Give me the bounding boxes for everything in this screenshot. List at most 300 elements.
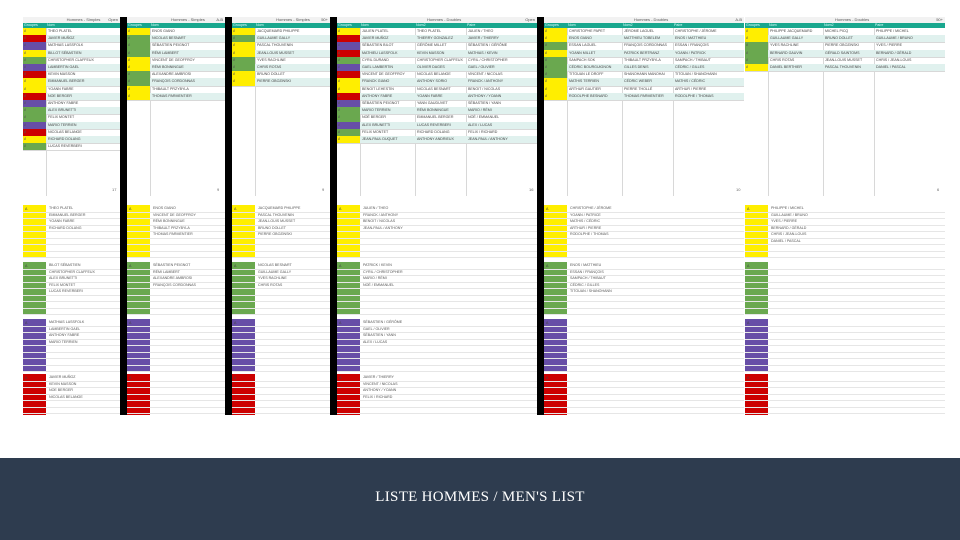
group-row <box>337 413 537 415</box>
group-letter: A <box>746 36 749 41</box>
table-cell: JEAN-PAUL DUQUET <box>362 137 398 141</box>
table-cell: SAMPACH / THIBAUT <box>675 57 711 62</box>
row-count: 9 <box>322 187 325 192</box>
group-color-cell <box>232 35 255 42</box>
table-cell: GILLES DENIS <box>624 65 649 69</box>
table-cell: MATTHIEU TOBELEM <box>624 36 661 41</box>
group-letter: A <box>339 376 342 380</box>
group-letter: A <box>24 50 27 55</box>
group-member: JULIEN / THEO <box>363 206 389 210</box>
table-cell: SAMPACH SOK <box>569 57 596 62</box>
column-header: Groupes <box>545 22 559 27</box>
group-color-cell <box>232 64 255 71</box>
group-member: THOMAS PARMENTIER <box>153 232 193 236</box>
table-cell: ENOS GIANO <box>152 29 175 33</box>
row-count: 10 <box>736 187 741 192</box>
group-color-cell <box>544 28 567 35</box>
table-cell: JULIEN PLATEL <box>362 29 389 33</box>
table-cell: SÉBASTIEN / GÉRÔME <box>468 43 508 48</box>
group-letter: A <box>24 43 27 48</box>
group-letter: A <box>338 129 341 134</box>
group-row <box>23 308 120 316</box>
table-cell: THEO PLATEL <box>48 29 73 33</box>
group-letter: A <box>545 57 548 62</box>
table-cell: JEAN-LOUIS MUSSET <box>257 50 295 55</box>
group-color-cell <box>337 71 360 78</box>
group-row <box>232 413 330 415</box>
column-divider <box>330 17 337 415</box>
table-cell: SÉBASTIEN PEIGNOT <box>152 43 190 48</box>
group-member: TITOUAN / SHANOHANN <box>570 289 612 293</box>
group-member: PHILIPPE / MICHEL <box>771 206 804 210</box>
group-row <box>745 413 945 415</box>
group-color-cell <box>232 71 255 78</box>
group-color-cell <box>127 64 150 71</box>
group-color-cell <box>544 71 567 78</box>
table-cell: FRANCK GIANO <box>362 79 390 84</box>
slide-title: LISTE HOMMES / MEN'S LIST <box>375 489 585 505</box>
group-letter: A <box>128 29 131 33</box>
group-member: BENOIT / NICOLAS <box>363 219 396 223</box>
group-letter: A <box>25 207 28 211</box>
group-letter: A <box>746 50 749 55</box>
group-letter: A <box>545 50 548 55</box>
group-member: BERNARD / GÉRALD <box>771 225 807 230</box>
sheet-panel <box>232 17 330 415</box>
table-cell: EMMANUEL BERGER <box>48 79 85 84</box>
group-letter: A <box>24 122 27 127</box>
group-member: ANTHONY / YOANN <box>363 388 397 392</box>
group-letter: A <box>546 376 549 380</box>
group-member: NOÉ / EMMANUEL <box>363 282 395 287</box>
group-member: VINCENT / NICOLAS <box>363 381 398 386</box>
group-letter: A <box>338 93 341 98</box>
table-cell: LUCAS REVERBERI <box>48 144 82 149</box>
panel-subtitle: A-B <box>735 17 742 22</box>
group-member: CÉDRIC / GILLES <box>570 282 600 287</box>
group-row <box>544 308 744 316</box>
group-member: PIERRE OBOZINSKI <box>258 232 292 236</box>
group-member: ESSAN / FRANÇOIS <box>570 269 604 274</box>
table-row[interactable] <box>745 64 945 72</box>
group-letter: A <box>233 43 236 48</box>
group-letter: A <box>25 376 28 380</box>
group-row <box>232 251 330 259</box>
group-member: FRANÇOIS CORDONNAS <box>153 282 196 287</box>
group-letter: A <box>338 115 341 120</box>
table-cell: NOÉ / EMMANUEL <box>468 115 500 120</box>
table-cell: YVES RACHLINE <box>770 43 799 48</box>
group-letter: A <box>546 264 549 268</box>
group-member: MARIO TERRIEN <box>49 339 78 344</box>
table-cell: OLIVIER DAGES <box>417 65 445 69</box>
group-member: THIBAULT PRZYBYLA <box>153 225 190 230</box>
group-letter: A <box>24 57 27 62</box>
group-member: PATRICK / KEVIN <box>363 263 392 267</box>
table-row[interactable] <box>23 143 120 151</box>
group-color-cell <box>544 50 567 57</box>
table-cell: SHANOHANN MANOHAI <box>624 72 665 77</box>
table-cell: THIERRY GONZALEZ <box>417 36 454 41</box>
table-cell: MICHEL PICQ <box>825 29 849 33</box>
group-letter: A <box>233 72 236 77</box>
group-member: NOE BERGER <box>49 388 73 392</box>
table-cell: CYRIL / CHRISTOPHER <box>468 57 508 62</box>
table-cell: TITOUAN LE DROFF <box>569 72 604 77</box>
column-header: Paire <box>674 22 683 27</box>
group-letter: A <box>339 321 342 325</box>
table-cell: JEAN-PAUL / ANTHONY <box>468 137 508 141</box>
table-cell: BERNARD GAUVIN <box>770 50 803 55</box>
group-member: BILOT SÉBASTIEN <box>49 263 81 267</box>
group-letter: A <box>233 57 236 62</box>
group-member: SÉBASTIEN / YANN <box>363 333 396 337</box>
group-letter: A <box>24 36 27 41</box>
table-cell: SÉBASTIEN PEIGNOT <box>362 101 400 105</box>
group-letter: A <box>234 376 237 380</box>
group-row <box>127 413 225 415</box>
table-cell: YANN GAUDUVET <box>417 101 448 105</box>
table-cell: GUILLAUME GALLY <box>257 36 291 41</box>
group-member: JACQUEMARD PHILIPPE <box>258 206 301 210</box>
group-letter: A <box>128 50 131 55</box>
group-color-cell <box>232 50 255 57</box>
group-row <box>544 365 744 373</box>
group-color-cell <box>23 129 46 136</box>
table-cell: MATHIAS / KEVIN <box>468 50 498 55</box>
table-cell: CÉDRIC BOURGUIGNON <box>569 65 612 69</box>
group-letter: A <box>24 86 27 91</box>
column-header: Nom <box>769 22 777 27</box>
group-member: SAMPACH / THIBAUT <box>570 276 606 280</box>
table-cell: ANTHONY FABRE <box>362 93 393 98</box>
table-cell: YOANN / PATRICK <box>675 50 706 55</box>
table-cell: JAVIER MUÑOZ <box>362 36 389 41</box>
group-member: MATHIAS LASSFOLK <box>49 320 85 324</box>
group-row <box>127 365 225 373</box>
group-letter: A <box>128 65 131 69</box>
group-letter: A <box>545 93 548 98</box>
group-letter: A <box>128 36 131 41</box>
table-cell: THIBAULT PRZYBYLA <box>624 57 661 62</box>
group-letter: A <box>338 65 341 69</box>
table-cell: ANTHONY FABRE <box>48 101 79 105</box>
group-color-cell <box>337 100 360 107</box>
group-color-cell <box>232 78 255 85</box>
column-header: Groupes <box>128 22 142 27</box>
group-member: RÉMI LAMBERT <box>153 269 180 274</box>
group-color-cell <box>745 57 768 64</box>
group-letter: A <box>746 29 749 33</box>
group-color-cell <box>337 136 360 143</box>
group-color-cell <box>337 107 360 114</box>
table-row[interactable] <box>232 78 330 86</box>
table-cell: RODOLPHE / THOMAS <box>675 93 714 98</box>
table-cell: MARIO TERRIEN <box>362 108 391 113</box>
group-color-cell <box>127 93 150 100</box>
group-letter: A <box>545 72 548 77</box>
group-letter: A <box>546 321 549 325</box>
group-member: ALEX BRUNETTI <box>49 276 78 280</box>
group-member: JAVIER MUÑOZ <box>49 375 76 379</box>
group-row <box>23 251 120 259</box>
table-cell: RÉMI BONNINGUE <box>417 108 449 113</box>
table-cell: FELIX MONTET <box>362 129 389 134</box>
group-row <box>127 308 225 316</box>
table-cell: BERNARD / GÉRALD <box>876 50 912 55</box>
table-cell: CHRISTOPHER CLAFFEUX <box>417 57 463 62</box>
group-member: EMMANUEL BERGER <box>49 212 86 217</box>
row-count: 17 <box>112 187 117 192</box>
group-row <box>337 365 537 373</box>
group-color-cell <box>23 42 46 49</box>
table-cell: CHRIS ROTAS <box>770 57 795 62</box>
table-row[interactable] <box>127 93 225 101</box>
table-cell: YVES RACHLINE <box>257 57 286 62</box>
group-color-cell <box>127 28 150 35</box>
sheet-panel <box>544 17 744 415</box>
table-cell: PATRICK BERTRANZ <box>624 50 660 55</box>
table-cell: ENOS / MATTHIEU <box>675 36 707 41</box>
table-cell: CÉDRIC WEBER <box>624 79 652 84</box>
table-cell: PHILIPPE JACQUEMARD <box>770 29 813 33</box>
group-member: GUILLAUME / BRUNO <box>771 212 808 217</box>
group-member: NICOLAS BESNART <box>258 263 292 267</box>
group-color-cell <box>23 57 46 64</box>
table-cell: FRANCK / ANTHONY <box>468 79 504 84</box>
table-cell: PASCAL THOUVENIN <box>825 65 861 69</box>
group-letter: A <box>545 29 548 33</box>
table-cell: CHRIS / JEAN-LOUIS <box>876 57 912 62</box>
group-color-cell <box>232 42 255 49</box>
table-cell: ANTHONY ANDRIEUX <box>417 137 454 141</box>
group-color-cell <box>23 100 46 107</box>
group-letter: A <box>545 86 548 91</box>
table-cell: MATHIS / CÉDRIC <box>675 79 706 84</box>
group-letter: A <box>338 101 341 105</box>
column-header: Groupes <box>338 22 352 27</box>
group-letter: A <box>545 65 548 69</box>
group-color-cell <box>544 35 567 42</box>
table-cell: DANIEL / PASCAL <box>876 65 906 69</box>
group-letter: A <box>24 115 27 120</box>
column-header: Nom2 <box>824 22 834 27</box>
group-row <box>23 413 120 415</box>
group-member: ARTHUR / PIERRE <box>570 225 602 230</box>
table-cell: GUILLAUME / BRUNO <box>876 36 913 41</box>
group-color-cell <box>745 28 768 35</box>
group-letter: A <box>746 65 749 69</box>
table-cell: GÉRALD SAINTOMS <box>825 50 860 55</box>
group-letter: A <box>233 65 236 69</box>
group-letter: A <box>24 65 27 69</box>
group-member: ANTHONY FABRE <box>49 333 80 337</box>
group-letter: A <box>128 72 131 77</box>
panel-subtitle: Open <box>108 17 118 22</box>
table-cell: YVES / PIERRE <box>876 43 902 48</box>
column-header: Nom2 <box>623 22 633 27</box>
group-member: ENOS / MATTHIEU <box>570 263 602 267</box>
group-letter: A <box>128 86 131 91</box>
table-cell: PIERRE OBOZINSKI <box>257 79 291 84</box>
table-row[interactable] <box>544 93 744 101</box>
table-cell: FELIX MONTET <box>48 115 75 120</box>
table-cell: LAMBERTIN GAEL <box>48 65 80 69</box>
column-header: Groupes <box>746 22 760 27</box>
group-color-cell <box>232 57 255 64</box>
group-member: JEAN-PAUL / ANTHONY <box>363 225 403 230</box>
group-row <box>544 251 744 259</box>
group-member: DANIEL / PASCAL <box>771 238 801 243</box>
group-row <box>232 308 330 316</box>
table-cell: VINCENT / NICOLAS <box>468 72 503 77</box>
column-header: Nom <box>151 22 159 27</box>
group-letter: A <box>338 43 341 48</box>
table-cell: BENOIT / NICOLAS <box>468 86 501 91</box>
column-header: Nom <box>361 22 369 27</box>
group-member: SÉBASTIEN PEIGNOT <box>153 263 191 267</box>
group-letter: A <box>545 36 548 41</box>
group-letter: A <box>338 86 341 91</box>
group-letter: A <box>24 144 27 149</box>
group-color-cell <box>337 28 360 35</box>
group-member: KEVIN MASSON <box>49 381 77 386</box>
group-member: RODOLPHE / THOMAS <box>570 232 609 236</box>
table-cell: RODOLPHE BESNARD <box>569 93 608 98</box>
group-member: JAVIER / THIERRY <box>363 375 394 379</box>
table-cell: NOÉ BERGER <box>362 115 386 120</box>
group-letter: A <box>545 43 548 48</box>
table-cell: KEVIN MASSON <box>417 50 445 55</box>
table-cell: ARTHUR GAUTIER <box>569 86 601 91</box>
group-letter: A <box>128 79 131 84</box>
group-letter: A <box>747 376 750 380</box>
table-cell: BILLOT SÉBASTIEN <box>48 50 82 55</box>
table-cell: FELIX / RICHARD <box>468 129 498 134</box>
group-color-cell <box>544 86 567 93</box>
group-member: MATHIS / CÉDRIC <box>570 219 601 223</box>
group-color-cell <box>745 35 768 42</box>
table-cell: ANTHONY / YOANN <box>468 93 502 98</box>
group-color-cell <box>23 136 46 143</box>
group-row <box>337 308 537 316</box>
table-cell: MATHIEU LASSFOLK <box>362 50 398 55</box>
group-color-cell <box>337 86 360 93</box>
table-cell: PHILIPPE / MICHEL <box>876 29 909 33</box>
group-color-cell <box>23 122 46 129</box>
group-color-cell <box>745 42 768 49</box>
column-header: Groupes <box>233 22 247 27</box>
table-cell: GÉRÔME MILLET <box>417 43 447 48</box>
group-color-cell <box>337 64 360 71</box>
group-color-cell <box>544 93 567 100</box>
spreadsheet-screenshot <box>23 17 945 415</box>
group-member: SÉBASTIEN / GÉRÔME <box>363 320 403 324</box>
group-member: JEAN-LOUIS MUSSET <box>258 219 296 223</box>
row-count: 6 <box>937 187 940 192</box>
group-letter: A <box>233 36 236 41</box>
group-letter: A <box>339 207 342 211</box>
table-cell: CHRISTOPHE PAPET <box>569 29 606 33</box>
table-cell: ANTHONY SORIO <box>417 79 448 84</box>
group-letter: A <box>233 50 236 55</box>
table-cell: VINCENT DE GEOFFROY <box>362 72 405 77</box>
group-color-cell <box>23 50 46 57</box>
group-letter: A <box>128 57 131 62</box>
group-letter: A <box>24 101 27 105</box>
group-color-cell <box>23 114 46 121</box>
group-row <box>745 308 945 316</box>
group-color-cell <box>544 57 567 64</box>
table-cell: RÉMI LAMBERT <box>152 50 179 55</box>
table-cell: CHRISTOPHER CLAFFEUX <box>48 57 94 62</box>
group-row <box>127 251 225 259</box>
group-member: MARIO / RÉMI <box>363 276 387 280</box>
table-cell: TITOUAN / SHANOHANN <box>675 72 717 77</box>
group-row <box>745 251 945 259</box>
group-letter: A <box>234 207 237 211</box>
table-cell: NICOLAS BELANGE <box>48 129 82 134</box>
group-member: CHRISTOPHE / JÉROME <box>570 206 612 210</box>
table-cell: ALEXANDRE AMBROSI <box>152 72 192 77</box>
table-cell: NICOLAS BELANGE <box>417 72 451 77</box>
group-color-cell <box>23 93 46 100</box>
table-cell: YOANN MILLET <box>569 50 596 55</box>
table-cell: NICOLAS BESNART <box>152 36 186 41</box>
table-cell: GUILLAUME GALLY <box>770 36 804 41</box>
table-cell: THIBAULT PRZYBYLA <box>152 86 189 91</box>
group-letter: A <box>338 29 341 33</box>
group-color-cell <box>23 64 46 71</box>
column-header: Nom <box>568 22 576 27</box>
group-member: YOANN FABRE <box>49 219 75 223</box>
sheet-panel <box>337 17 537 415</box>
table-cell: RÉMI BONNINGUE <box>152 65 184 69</box>
table-cell: MARIO TERRIEN <box>48 122 77 127</box>
group-color-cell <box>23 143 46 150</box>
group-letter: A <box>747 264 750 268</box>
sheet-panel <box>23 17 120 415</box>
table-cell: MATHIAS LASSFOLK <box>48 43 84 48</box>
group-member: CYRIL / CHRISTOPHER <box>363 269 403 274</box>
table-cell: NICOLAS BESNART <box>417 86 451 91</box>
group-member: THEO PLATEL <box>49 206 74 210</box>
group-color-cell <box>337 122 360 129</box>
group-color-cell <box>127 57 150 64</box>
group-letter: A <box>746 57 749 62</box>
group-letter: A <box>339 264 342 268</box>
group-member: BRUNO DOLLET <box>258 225 286 230</box>
group-letter: A <box>24 129 27 134</box>
group-color-cell <box>232 28 255 35</box>
group-color-cell <box>337 93 360 100</box>
group-letter: A <box>25 321 28 325</box>
group-member: YOANN / PATRICE <box>570 212 601 217</box>
group-member: FELIX MONTET <box>49 282 76 287</box>
column-header: Nom2 <box>416 22 426 27</box>
group-color-cell <box>544 64 567 71</box>
table-row[interactable] <box>337 136 537 144</box>
group-member: RICHARD DOLANG <box>49 225 82 230</box>
table-cell: GAEL / OLIVIER <box>468 65 495 69</box>
table-cell: BRUNO DOLLET <box>257 72 285 77</box>
group-member: NICOLAS BELANGE <box>49 394 83 399</box>
group-letter: A <box>24 79 27 84</box>
table-cell: PIERRE THOLLÉ <box>624 86 653 91</box>
group-letter: A <box>338 137 341 141</box>
table-cell: VINCENT DE GEOFFROY <box>152 57 195 62</box>
group-color-cell <box>337 35 360 42</box>
